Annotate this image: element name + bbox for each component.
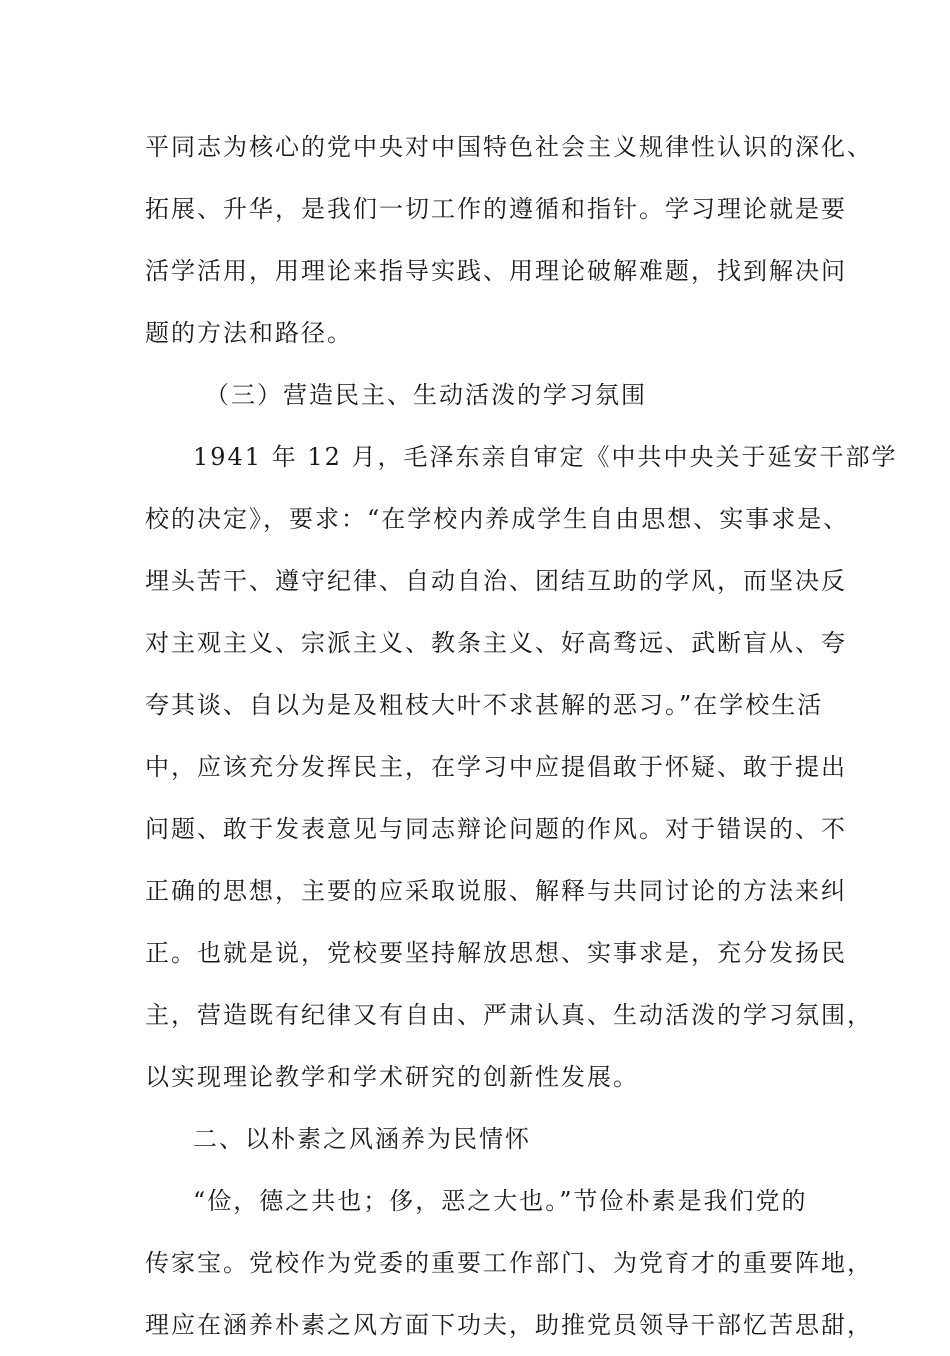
- text-line: 拓展、升华，是我们一切工作的遵循和指针。学习理论就是要: [145, 195, 847, 223]
- text-line: 平同志为核心的党中央对中国特色社会主义规律性认识的深化、: [145, 133, 873, 161]
- document-body: [145, 116, 898, 1356]
- text-line: 以实现理论教学和学术研究的创新性发展。: [145, 1063, 639, 1091]
- text-line: 中，应该充分发挥民主，在学习中应提倡敢于怀疑、敢于提出: [145, 753, 847, 781]
- paragraph-yanan-decision: [145, 426, 898, 1108]
- text-line: 校的决定》，要求：“在学校内养成学生自由思想、实事求是、: [145, 505, 850, 533]
- text-line: 题的方法和路径。: [145, 319, 353, 347]
- section-heading-3: （三）营造民主、生动活泼的学习氛围: [205, 381, 647, 409]
- text-line: 正。也就是说，党校要坚持解放思想、实事求是，充分发扬民: [145, 939, 847, 967]
- text-line: 传家宝。党校作为党委的重要工作部门、为党育才的重要阵地，: [145, 1249, 873, 1277]
- text-line: 埋头苦干、遵守纪律、自动自治、团结互助的学风，而坚决反: [145, 567, 847, 595]
- text-line: 1941 年 12 月，毛泽东亲自审定《中共中央关于延安干部学: [193, 443, 898, 471]
- text-line: 理应在涵养朴素之风方面下功夫，助推党员领导干部忆苦思甜，: [145, 1311, 873, 1339]
- text-line: “俭，德之共也；侈，恶之大也。”节俭朴素是我们党的: [193, 1187, 808, 1215]
- paragraph-continued: [145, 116, 873, 364]
- section-heading-2: 二、以朴素之风涵养为民情怀: [193, 1125, 531, 1153]
- text-line: 活学活用，用理论来指导实践、用理论破解难题，找到解决问: [145, 257, 847, 285]
- text-line: 正确的思想，主要的应采取说服、解释与共同讨论的方法来纠: [145, 877, 847, 905]
- text-line: 问题、敢于发表意见与同志辩论问题的作风。对于错误的、不: [145, 815, 847, 843]
- text-line: 主，营造既有纪律又有自由、严肃认真、生动活泼的学习氛围，: [145, 1001, 873, 1029]
- text-line: 对主观主义、宗派主义、教条主义、好高骛远、武断盲从、夸: [145, 629, 847, 657]
- text-line: 夸其谈、自以为是及粗枝大叶不求甚解的恶习。”在学校生活: [145, 691, 824, 719]
- paragraph-frugality: [145, 1170, 873, 1356]
